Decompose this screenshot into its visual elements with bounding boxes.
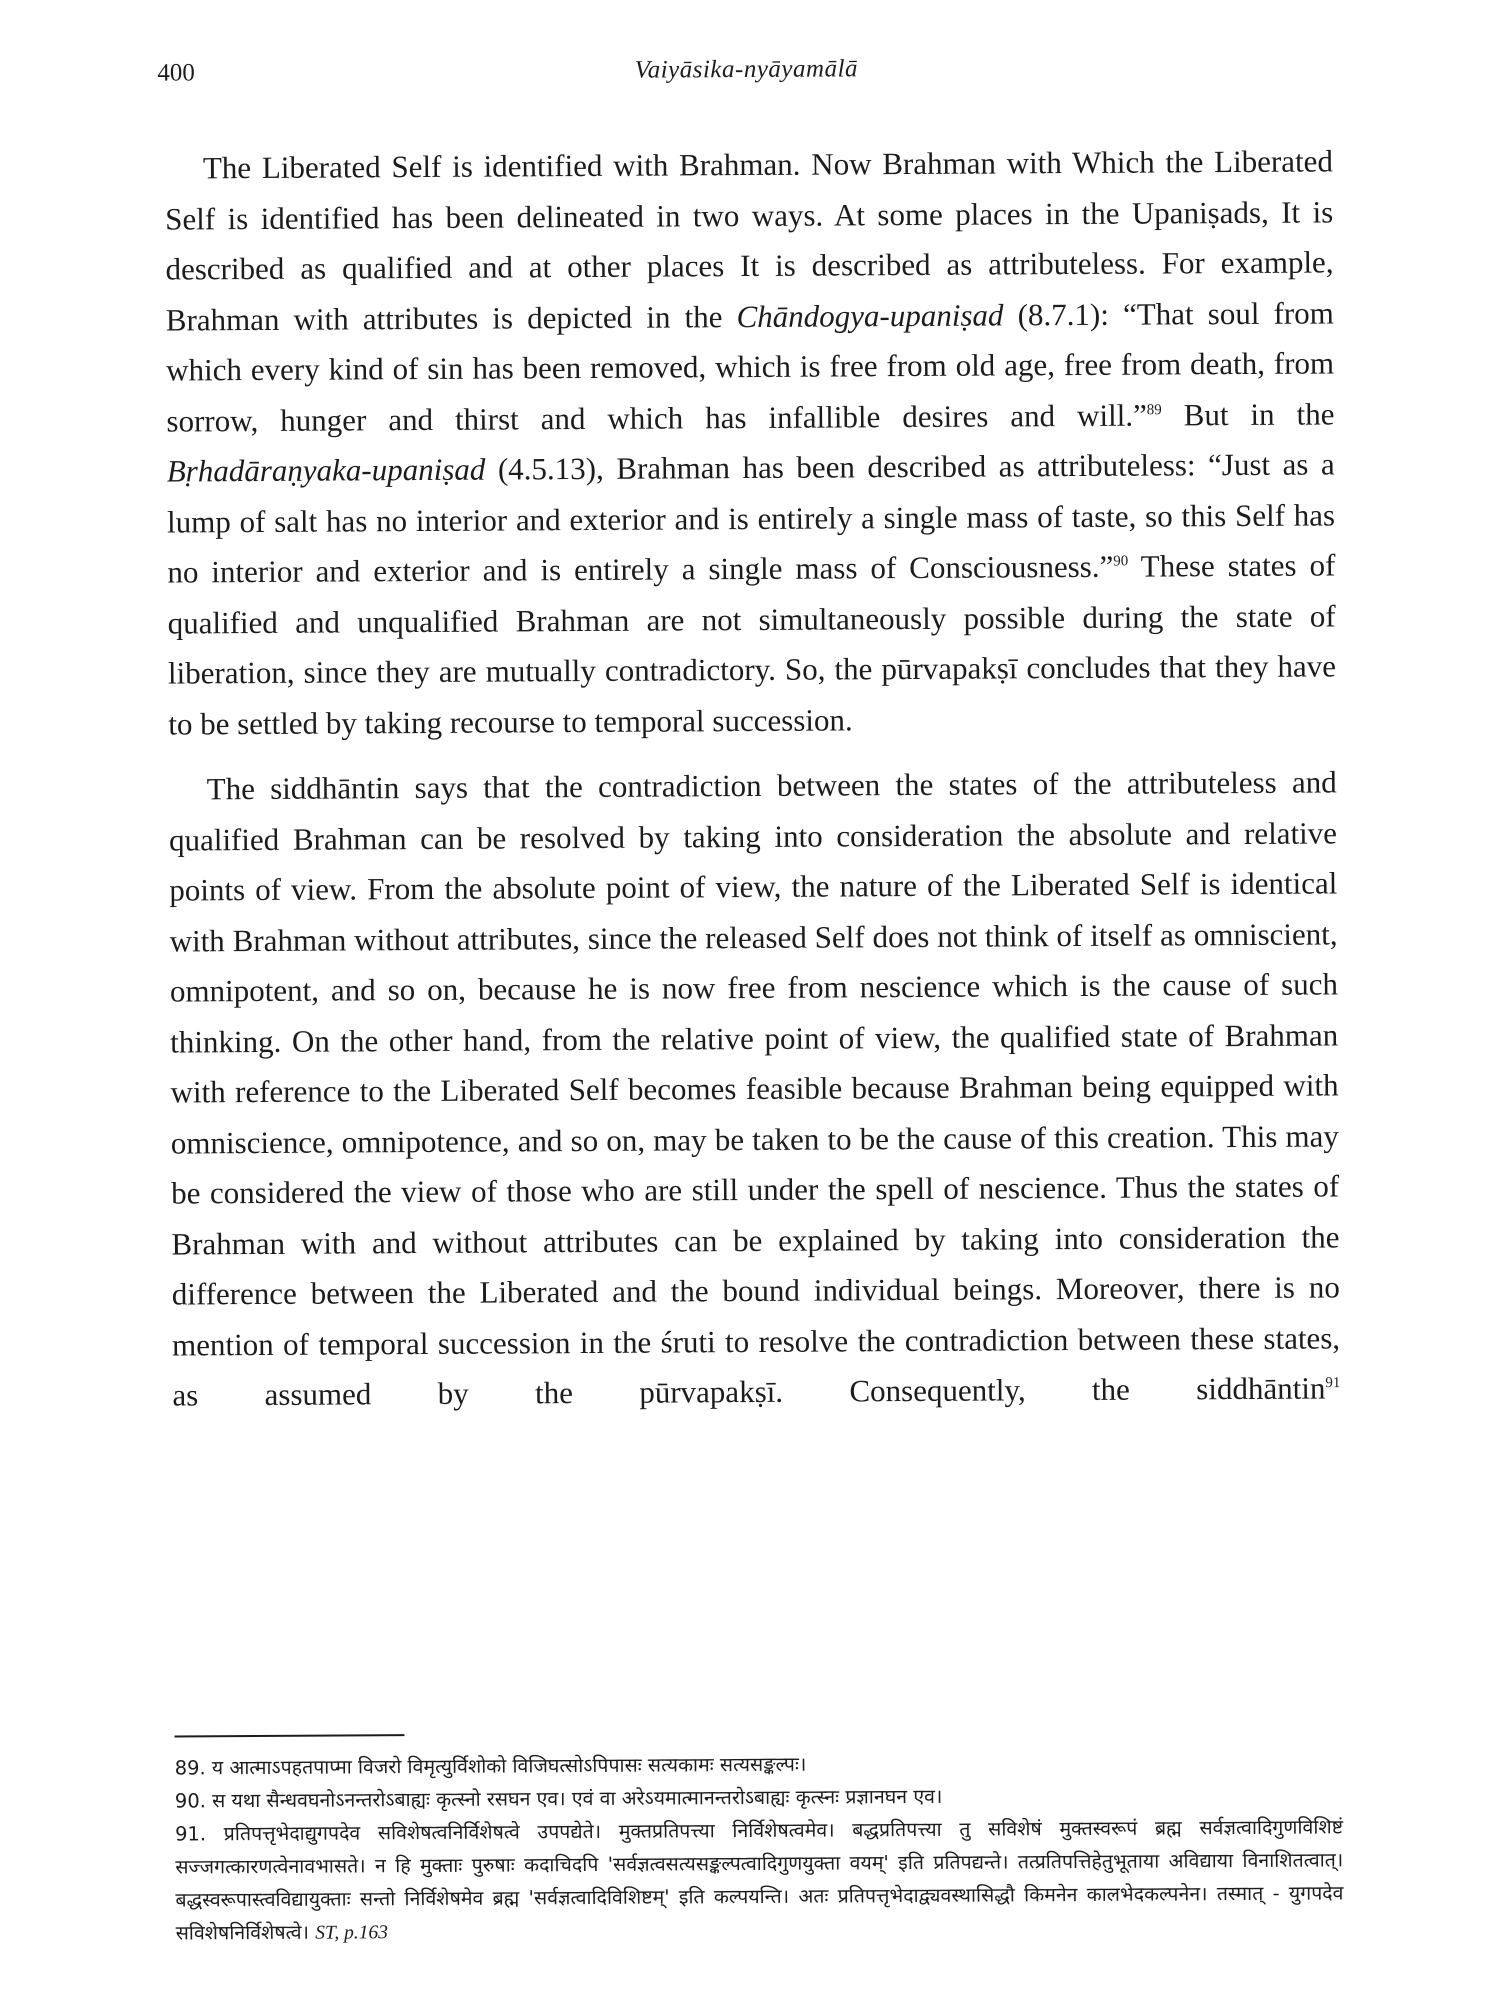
chandogya-title: Chāndogya-upaniṣad (736, 296, 1004, 334)
brhadaranyaka-title: Bṛhadāraṇyaka-upaniṣad (166, 451, 486, 489)
paragraph-1-text: (4.5.13), Brahman has been described as attributeless: “Just as a lump of salt has no interior and exterior and is entirely a single mass of taste, so this Self has no interior and exterior and is entirely a single mass of Consciousness.” (166, 446, 1336, 590)
footnote-90: 90. स यथा सैन्धवघनोऽनन्तरोऽबाह्यः कृत्स्नो रसघन एव। एवं वा अरेऽयमात्मानन्तरोऽबाह्यः कृत्स्नः प्रज्ञानघन एव। (174, 1784, 943, 1813)
running-header (157, 52, 1335, 99)
running-title: Vaiyāsika-nyāyamālā (634, 55, 859, 84)
paragraph-1-text: The Liberated Self is identified with Brahman. Now Brahman with Which the Liberated Self is identified has been delineated in two ways. At some places in the Upaniṣads, It is described as qualified and at other places It is described as attributeless. For example, Brahman with attributes is depicted in the (165, 143, 1334, 338)
paragraph-1-text: But in the (1161, 395, 1335, 432)
footnote-91 (175, 1810, 1344, 1950)
main-text (165, 136, 1341, 1421)
footnote-91-reference: ST, p.163 (315, 1922, 389, 1944)
footnote-marker-91: 91 (1325, 1375, 1341, 1392)
paragraph-1-text: These states of qualified and unqualified Brahman are not simultaneously possible during the state of liberation, since they are mutually contradictory. So, the pūrvapakṣī concludes that they have to be settled by taking recourse to temporal succession. (167, 547, 1337, 742)
page-number: 400 (157, 59, 195, 87)
paragraph-2-text: The siddhāntin says that the contradiction between the states of the attributeless and qualified Brahman can be resolved by taking into consideration the absolute and relative points of view. From the absolute point of view, the nature of the Liberated Self is identical with Brahman without attributes, since the released Self does not think of itself as omniscient, omnipotent, and so on, because he is now free from nescience which is the cause of such thinking. On the other hand, from the relative point of view, the qualified state of Brahman with reference to the Liberated Self becomes feasible because Brahman being equipped with omniscience, omnipotence, and so on, may be taken to be the cause of this creation. This may be considered the view of those who are still under the spell of nescience. Thus the states of Brahman with and without attributes can be explained by taking into consideration the difference between the Liberated and the bound individual beings. Moreover, there is no mention of temporal succession in the śruti to resolve the contradiction between these states, as assumed by the pūrvapakṣī. Consequently, the siddhāntin (168, 764, 1341, 1413)
paragraph-1 (165, 136, 1337, 749)
footnote-divider (174, 1734, 404, 1737)
paragraph-2 (169, 757, 1341, 1421)
footnote-91-text: 91. प्रतिपत्तृभेदाद्युगपदेव सविशेषत्वनिर्विशेषत्वे उपपद्येते। मुक्तप्रतिपत्त्या निर्विशेषत्वमेव। बद्धप्रतिपत्त्या तु सविशेषं मुक्तस्वरूपं ब्रह्म सर्वज्ञत्वादिगुणविशिष्टं सज्जगत्कारणत्वेनावभासते। न हि मुक्ताः पुरुषाः कदाचिदपि 'सर्वज्ञत्वसत्यसङ्कल्पत्वादिगुणयुक्ता वयम्' इति प्रतिपद्यन्ते। तत्प्रतिपत्तिहेतुभूताया अविद्याया विनाशितत्वात्। बद्धस्वरूपास्त्वविद्यायुक्ताः सन्तो निर्विशेषमेव ब्रह्म 'सर्वज्ञत्वादिविशिष्टम्' इति कल्पयन्ति। अतः प्रतिपत्तृभेदाद्व्यवस्थासिद्धौ किमनेन कालभेदकल्पनेन। तस्मात् - युगपदेव सविशेषनिर्विशेषत्वे। (175, 1815, 1344, 1945)
footnotes (175, 1744, 1344, 1950)
footnote-marker-89: 89 (1146, 401, 1162, 418)
footnote-marker-90: 90 (1113, 553, 1129, 570)
paragraph-1-text: (8.7.1): “That soul from which every kind of sin has been removed, which is free from old age, free from death, from sorrow, hunger and thirst and which has infallible desires and will.” (166, 294, 1335, 439)
footnote-89: 89. य आत्माऽपहतपाप्मा विजरो विमृत्युर्विशोको विजिघत्सोऽपिपासः सत्यकामः सत्यसङ्कल्पः। (174, 1752, 807, 1780)
